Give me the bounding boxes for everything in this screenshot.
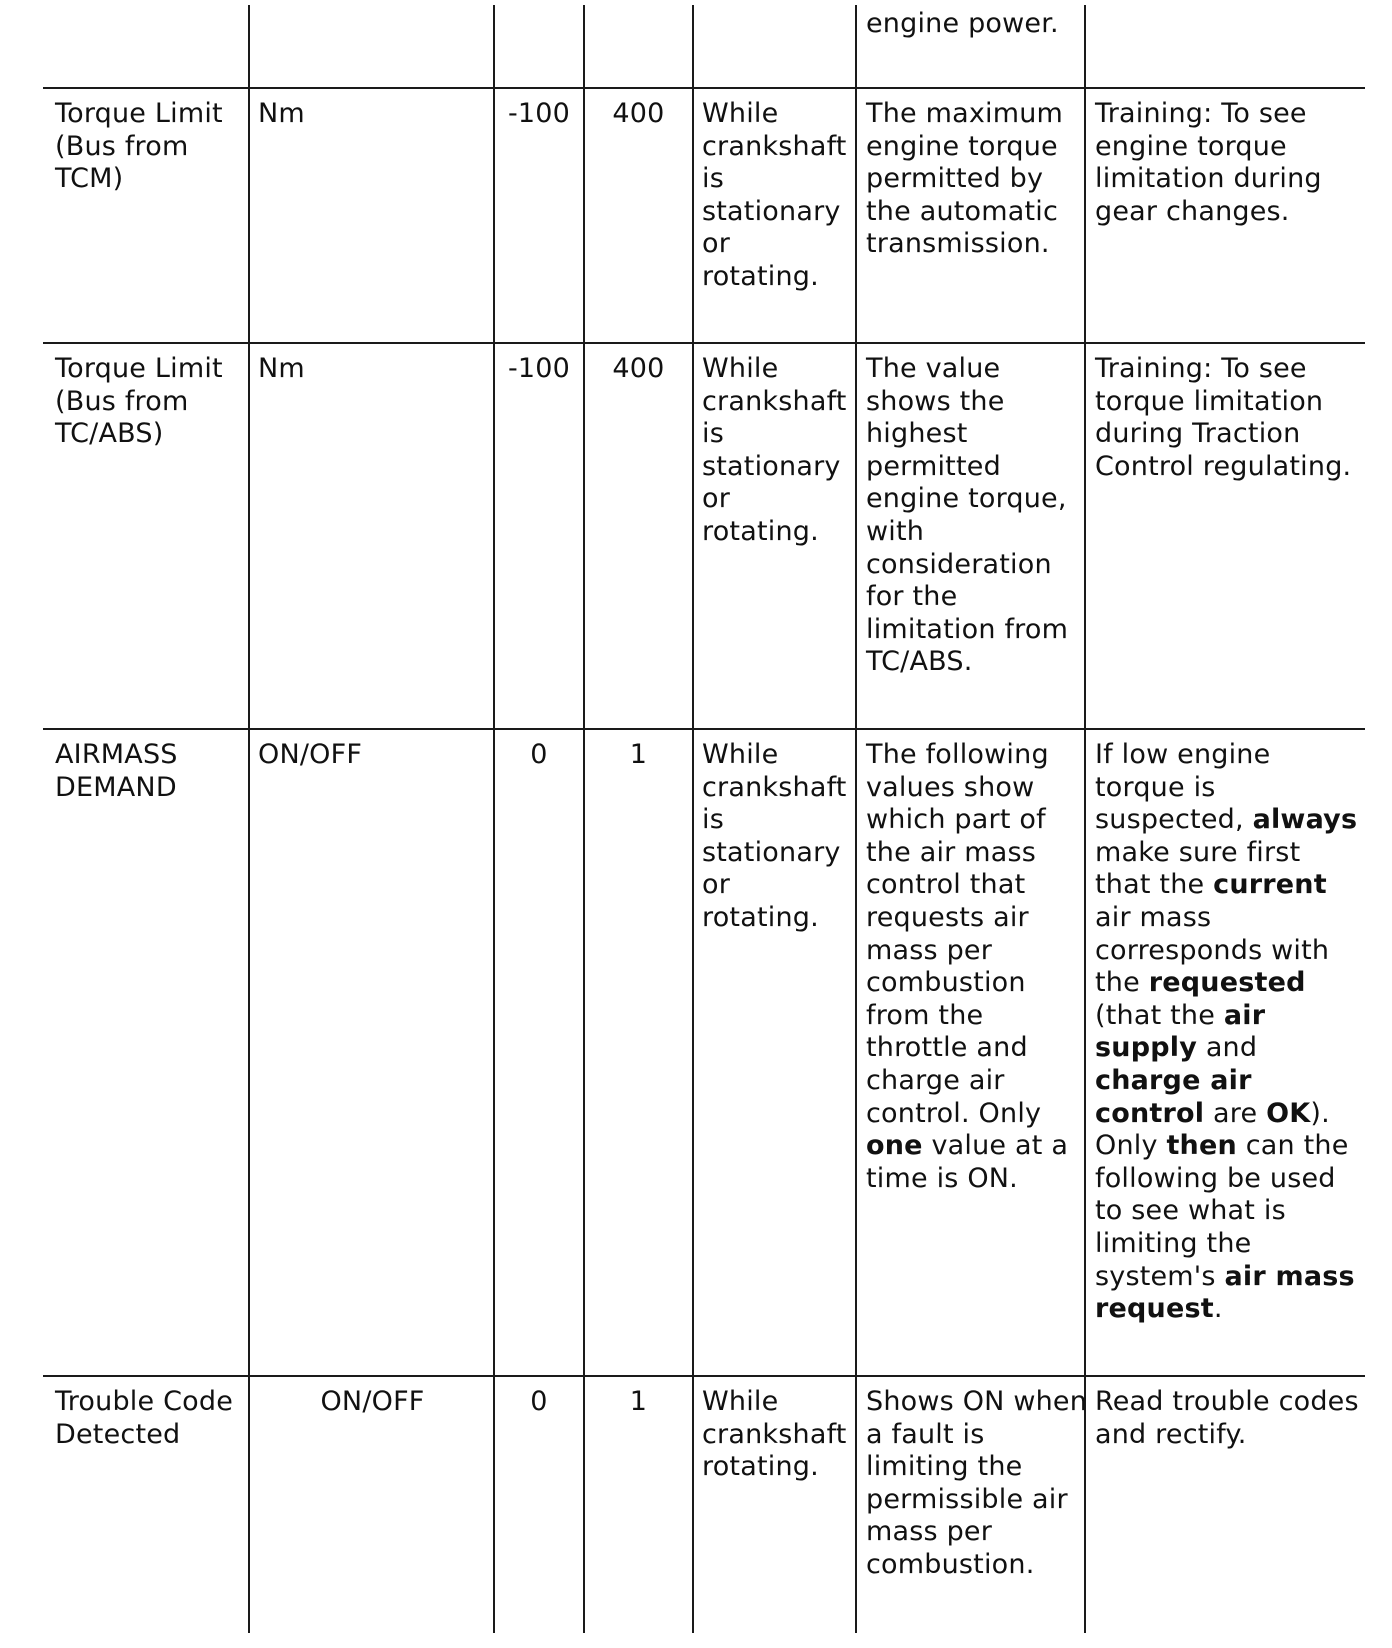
row2-description: The value shows the highest permitted engine torque, with consideration for the limitation from TC/ABS. <box>866 353 1069 678</box>
note-text: make sure first that the <box>1095 836 1301 901</box>
row4-description: Shows ON when a fault is limiting the permissible air mass per combustion. <box>866 1386 1088 1580</box>
row3-unit: ON/OFF <box>258 739 363 770</box>
note-text: air mass corresponds with the <box>1095 901 1330 999</box>
column-divider-4 <box>692 5 694 1633</box>
row1-condition: While crankshaft is stationary or rotating. <box>702 98 847 292</box>
row-divider-2 <box>43 342 1365 344</box>
note-text: and <box>1205 1032 1258 1064</box>
note-text: (that the <box>1095 999 1216 1031</box>
row3-description <box>866 739 1089 1195</box>
row3-description-text: The following values show which part of the air mass control that requests air mass per combustion from the throttle and charge air control. Only <box>866 739 1049 1129</box>
row2-condition: While crankshaft is stationary or rotating. <box>702 353 847 547</box>
fragment-description: engine power. <box>866 8 1059 39</box>
row-divider-1 <box>43 87 1365 89</box>
note-bold: current <box>1213 869 1327 901</box>
note-bold: charge air control <box>1095 1064 1252 1129</box>
row4-note: Read trouble codes and rectify. <box>1095 1386 1359 1450</box>
column-divider-3 <box>583 5 585 1633</box>
note-bold: air mass request <box>1095 1260 1355 1325</box>
row3-parameter: AIRMASS DEMAND <box>55 739 178 803</box>
row-divider-3 <box>43 728 1365 730</box>
row2-unit: Nm <box>258 353 305 384</box>
note-text: are <box>1213 1097 1258 1129</box>
row3-max: 1 <box>629 739 648 770</box>
row2-min: -100 <box>507 353 571 384</box>
note-bold: OK <box>1266 1097 1311 1129</box>
note-text: can the following be used to see what is limiting the system's <box>1095 1130 1349 1292</box>
row1-max: 400 <box>612 98 665 129</box>
row1-unit: Nm <box>258 98 305 129</box>
row-divider-4 <box>43 1375 1365 1377</box>
row3-note <box>1095 739 1360 1326</box>
row2-max: 400 <box>612 353 665 384</box>
row2-parameter: Torque Limit (Bus from TC/ABS) <box>55 353 223 450</box>
row4-min: 0 <box>530 1386 548 1417</box>
column-divider-5 <box>855 5 857 1633</box>
row4-max: 1 <box>629 1386 648 1417</box>
note-text: . <box>1213 1293 1223 1325</box>
row1-note: Training: To see engine torque limitation during gear changes. <box>1095 98 1322 227</box>
row3-description-bold-one: one <box>866 1130 923 1162</box>
note-bold: always <box>1252 804 1358 836</box>
note-text: ). Only <box>1095 1097 1330 1162</box>
note-bold: air supply <box>1095 999 1266 1064</box>
row3-min: 0 <box>530 739 548 770</box>
row4-condition: While crankshaft rotating. <box>702 1386 847 1483</box>
note-bold: requested <box>1148 967 1306 999</box>
row1-min: -100 <box>507 98 571 129</box>
note-text: If low engine torque is suspected, <box>1095 739 1271 836</box>
row4-parameter: Trouble Code Detected <box>55 1386 234 1450</box>
row3-description-text-end: value at a time is ON. <box>866 1130 1069 1194</box>
row4-unit: ON/OFF <box>320 1386 425 1417</box>
row2-note: Training: To see torque limitation during Traction Control regulating. <box>1095 353 1352 482</box>
row1-description: The maximum engine torque permitted by the automatic transmission. <box>866 98 1064 260</box>
row3-condition: While crankshaft is stationary or rotating. <box>702 739 847 933</box>
note-bold: then <box>1166 1130 1237 1162</box>
row1-parameter: Torque Limit (Bus from TCM) <box>55 98 223 195</box>
